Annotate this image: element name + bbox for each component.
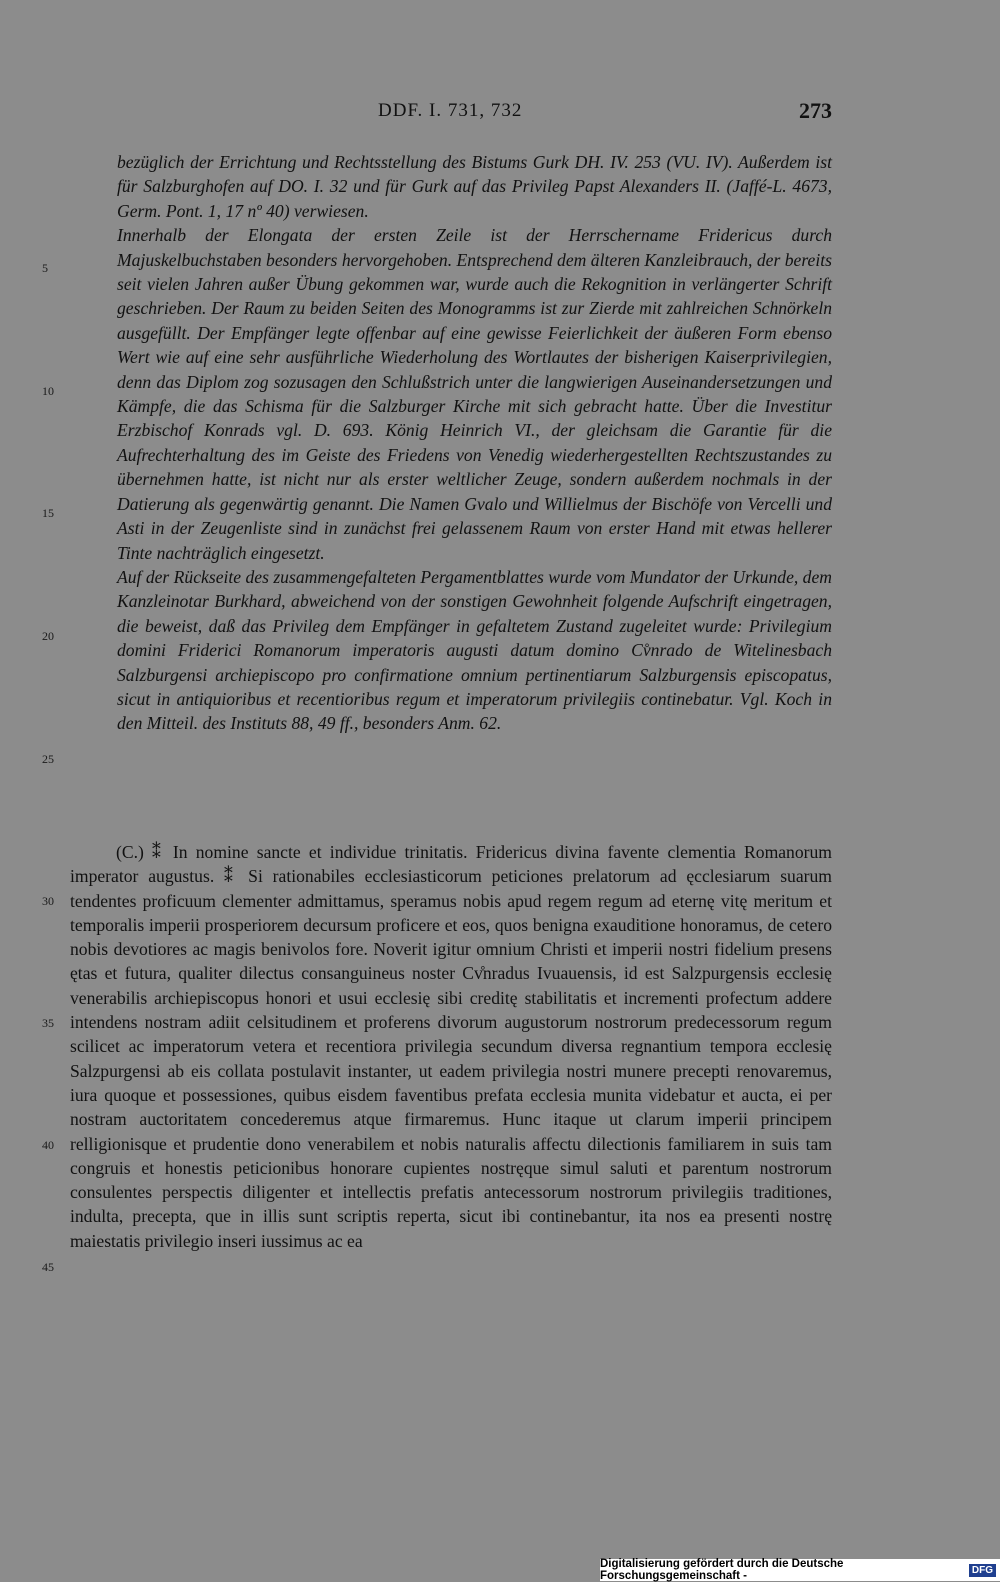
line-number: 30 (42, 894, 54, 908)
line-number: 45 (42, 1260, 54, 1274)
page-header (0, 100, 1000, 130)
note-paragraph: bezüglich der Errichtung und Rechtsstellung des Bistums Gurk DH. IV. 253 (VU. IV). Außerdem ist für Salzburghofen auf DO. I. 32 und für Gurk auf das Privileg Papst Alexanders II. (Jaffé-L. 4673, Germ. Pont. 1, 17 nº 40) verwiesen. (117, 152, 832, 221)
line-number: 5 (42, 261, 48, 275)
line-number: 35 (42, 1016, 54, 1030)
charter-paragraph: (C.) ⁑ In nomine sancte et individue trinitatis. Fridericus divina favente clementia Romanorum imperator augustus. ⁑ Si rationabiles ecclesiasticorum peticiones prelatorum ad ęcclesiarum suarum tendentes proficuum clementer admittamus, speramus nobis apud regem regum ad eternę vitę meritum et temporalis imperii prosperiorem decursum proficere et eos, quos benigna exauditione honoramus, de cetero nobis devotiores ac magis benivolos fore. Noverit igitur omnium Christi et imperii nostri fidelium presens ętas et futura, qualiter dilectus consanguineus noster Cv̊nradus Ivuauensis, id est Salzpurgensis ecclesię venerabilis archiepiscopus honori et usui ecclesię sibi creditę stabilitatis et incrementi profectum addere intendens nostram adiit celsitudinem et proferens divorum augustorum nostrorum predecessorum regum scilicet ac imperatorum vetera et recentiora privilegia secundum diversa regnantium tempora ecclesię Salzpurgensi ab eis collata postulavit instanter, ut eadem privilegia nostri munere precepti renovaremus, iura quoque et possessiones, quibus eisdem faventibus prefata ecclesia munita videbatur et aucta, ei per nostram auctoritatem concederemus atque firmaremus. Hunc itaque ut clarum imperii principem relligionisque et prudentie dono venerabilem et nobis naturalis affectu dilectionis familiarem in suis tam congruis et honestis peticionibus honorare cupientes nostręque simul saluti et parentum nostrorum consulentes perspectis diligenter et intellectis prefatis antecessorum nostrorum privilegiis traditiones, indulta, precepta, que in illis sunt scriptis reperta, sicut ibi continebantur, ita nos ea presenti nostrę maiestatis privilegio inseri iussimus ac ea (70, 842, 832, 1251)
digitization-footer (600, 1559, 1000, 1581)
note-paragraph: Innerhalb der Elongata der ersten Zeile ist der Herrschername Fridericus durch Majuskelbuchstaben besonders hervorgehoben. Entsprechend dem älteren Kanzleibrauch, der bereits seit vielen Jahren außer Übung gekommen war, wurde auch die Rekognition in verlängerter Schrift geschrieben. Der Raum zu beiden Seiten des Monogramms ist zur Zierde mit zahlreichen Schnörkeln ausgefüllt. Der Empfänger legte offenbar auf eine gewisse Feierlichkeit der äußeren Form ebenso Wert wie auf eine sehr ausführliche Wiederholung des Wortlautes der bisherigen Kaiserprivilegien, denn das Diplom zog sozusagen den Schlußstrich unter die langwierigen Auseinandersetzungen und Kämpfe, die das Schisma für die Salzburger Kirche mit sich gebracht hatte. Über die Investitur Erzbischof Konrads vgl. D. 693. König Heinrich VI., der gleichsam die Garantie für die Aufrechterhaltung des im Geiste des Friedens von Venedig wiederhergestellten Rechtszustandes zu übernehmen hatte, ist nicht nur als erster weltlicher Zeuge, sondern außerdem nochmals in der Datierung als gegenwärtig genannt. Die Namen Gvalo und Willielmus der Bischöfe von Vercelli und Asti in der Zeugenliste sind in zunächst frei gelassenem Raum von erster Hand mit etwas hellerer Tinte nachträglich eingesetzt. (117, 225, 832, 563)
dfg-logo: DFG (969, 1564, 996, 1577)
note-paragraph: Auf der Rückseite des zusammengefalteten Pergamentblattes wurde vom Mundator der Urkunde, dem Kanzleinotar Burkhard, abweichend von der sonstigen Gewohnheit folgende Aufschrift eingetragen, die beweist, daß das Privileg dem Empfänger in gefaltetem Zustand zugeleitet wurde: Privilegium domini Friderici Romanorum imperatoris augusti datum domino Cv̊nrado de Witelinesbach Salzburgensi archiepiscopo pro confirmatione omnium pertinentiarum Salzburgensis episcopatus, sicut in antiquioribus et recentioribus regum et imperatorum privilegiis continebatur. Vgl. Koch in den Mitteil. des Instituts 88, 49 ff., besonders Anm. 62. (117, 566, 832, 734)
line-number: 25 (42, 752, 54, 766)
charter-text (70, 840, 832, 1253)
page-number: 273 (799, 98, 832, 123)
line-number: 10 (42, 384, 54, 398)
line-number: 15 (42, 506, 54, 520)
line-number: 40 (42, 1138, 54, 1152)
footer-text: Digitalisierung gefördert durch die Deutsche Forschungsgemeinschaft - (600, 1558, 844, 1582)
editorial-notes (117, 150, 832, 736)
running-title: DDF. I. 731, 732 (378, 100, 523, 121)
line-number: 20 (42, 629, 54, 643)
